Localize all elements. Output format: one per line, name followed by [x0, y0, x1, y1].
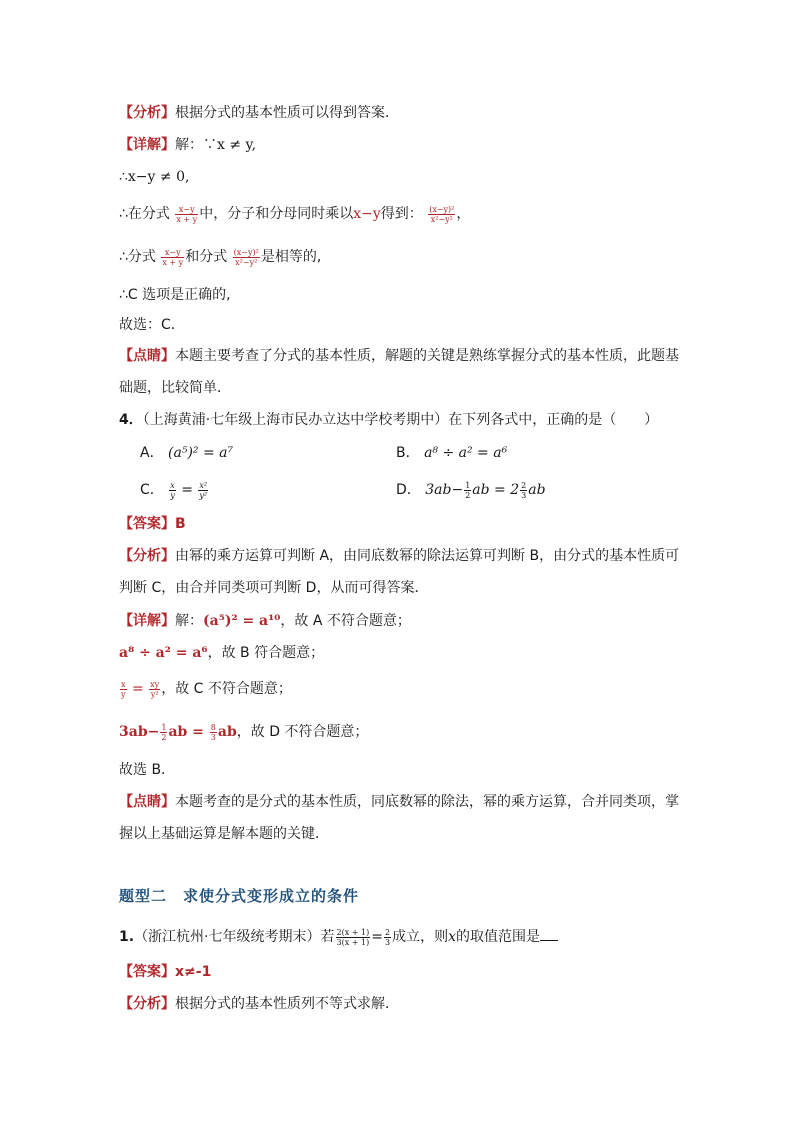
- step-2-pre: ∴在分式: [119, 206, 170, 222]
- comment-line-q4-2: 握以上基础运算是解本题的关键．: [119, 826, 329, 842]
- section2-analysis-line: 【分析】根据分式的基本性质列不等式求解．: [119, 996, 399, 1012]
- analysis-line: [119, 103, 399, 123]
- analysis-tag: 【分析】: [119, 105, 175, 121]
- section-heading: 题型二 求使分式变形成立的条件: [119, 887, 360, 905]
- analysis-line-q4-2: 判断 C，由合并同类项可判断 D，从而可得答案．: [119, 580, 429, 596]
- fraction-a: $\frac{x-y}{x + y}$: [176, 204, 198, 224]
- step-3-pre: ∴分式: [119, 249, 156, 265]
- fraction-b-2: $\frac{\text{(x−y)²}}{\text{x²−y²}}$: [233, 247, 259, 267]
- detail-line-q4-b: a⁸ ÷ a² = a⁶，故 B 符合题意；: [119, 645, 325, 661]
- analysis-text: 根据分式的基本性质可以得到答案．: [175, 105, 399, 121]
- detail-tag: 【详解】: [119, 137, 175, 153]
- comment-tag: 【点睛】: [119, 348, 175, 364]
- step-3-mid: 和分式: [185, 249, 228, 265]
- step-2-post: 得到：: [380, 206, 423, 222]
- section2-question-1: 1.（浙江杭州·七年级统考期末）若 $\frac{2(x + 1)}{3(x + 1)}$ = $\frac{2}{3}$ 成立，则x的取值范围是: [119, 926, 558, 947]
- comment-line-1: 【点睛】本题主要考查了分式的基本性质，解题的关键是熟练掌握分式的基本性质，此题基: [119, 348, 679, 364]
- answer-blank: [540, 926, 558, 941]
- detail-line-q4-c: $\frac{x}{y}$ = $\frac{xy}{\text{y²}}$ ，故 C 不符合题意；: [121, 679, 292, 699]
- detail-line-q4-d: 3ab− $\frac{1}{2}$ ab = $\frac{8}{3}$ ab，故 D 不符合题意；: [119, 722, 369, 742]
- step-3: [119, 247, 321, 267]
- fraction-a-2: $\frac{x-y}{x + y}$: [162, 247, 184, 267]
- comment-line-q4-1: 【点睛】本题考查的是分式的基本性质，同底数幂的除法，幂的乘方运算，合并同类项，掌: [119, 794, 679, 810]
- option-d: D． 3ab− $\frac{1}{2}$ ab = 2 $\frac{2}{3}$ ab: [396, 480, 546, 500]
- question-text: （上海黄浦·七年级上海市民办立达中学校考期中）在下列各式中，正确的是（ ）: [142, 412, 659, 428]
- step-2: ∴在分式 $\frac{x-y}{x + y}$ 中，分子和分母同时乘以x−y得到： $\frac{\text{(x−y)²}}{\text{x²−y²}}$ ，: [119, 204, 471, 224]
- comment-line-2: 础题，比较简单．: [119, 380, 231, 396]
- detail-line: [119, 135, 256, 155]
- choose-line: 故选：C．: [119, 317, 185, 333]
- section2-answer-line: 【答案】x≠-1: [119, 964, 212, 980]
- step-2-mid: 中，分子和分母同时乘以: [199, 206, 354, 222]
- option-a: A． (a⁵)² = a⁷: [140, 445, 234, 461]
- answer-value: B: [175, 516, 186, 532]
- step-1: ∴x−y ≠ 0,: [119, 169, 190, 185]
- step-2-factor: x−y: [353, 206, 381, 222]
- step-4: ∴C 选项是正确的,: [119, 287, 231, 303]
- choose-line-q4: 故选 B．: [119, 762, 176, 778]
- option-c: C． $\frac{x}{y}$ = $\frac{\text{x²}}{\text{y²}}$: [140, 480, 208, 500]
- option-b: B． a⁸ ÷ a² = a⁶: [396, 445, 508, 461]
- detail-line-q4-a: 【详解】解：(a⁵)² = a¹⁰，故 A 不符合题意；: [119, 613, 411, 629]
- analysis-line-q4-1: 【分析】由幂的乘方运算可判断 A，由同底数幂的除法运算可判断 B，由分式的基本性质可: [119, 548, 680, 564]
- step-3-post: 是相等的,: [260, 249, 322, 265]
- answer-tag: 【答案】: [119, 516, 175, 532]
- fraction-b: $\frac{\text{(x−y)²}}{\text{x²−y²}}$: [429, 204, 455, 224]
- answer-line: [119, 514, 186, 534]
- detail-text: 解：∵x ≠ y,: [175, 137, 257, 153]
- question-4-stem: [119, 410, 658, 430]
- question-number: 4．: [119, 412, 143, 428]
